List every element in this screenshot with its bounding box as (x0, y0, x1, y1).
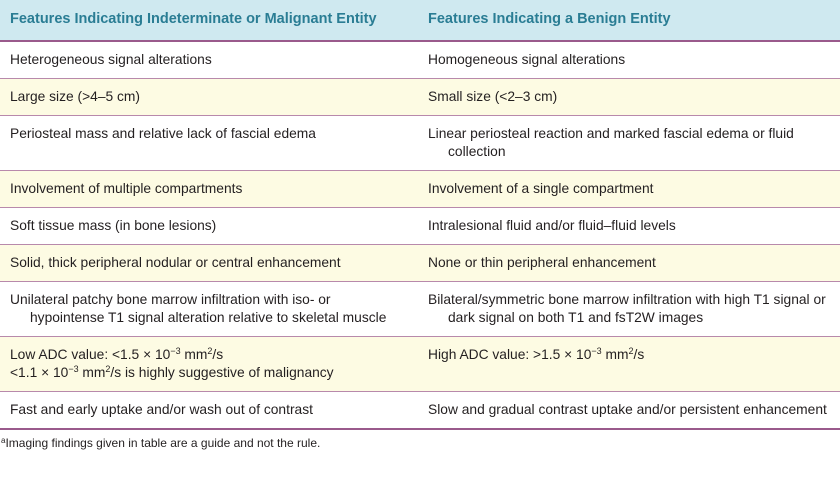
cell-benign (418, 337, 840, 392)
header-row (0, 0, 840, 41)
header-malignant: Features Indicating Indeterminate or Malignant Entity (0, 0, 418, 41)
cell-benign (418, 282, 840, 337)
cell-benign (418, 208, 840, 245)
adc-mal-exp: −3 (68, 364, 79, 374)
cell-benign (418, 171, 840, 208)
cell-text: Solid, thick peripheral nodular or central enhancement (10, 255, 341, 270)
adc-mal-prefix: <1.1 × 10 (10, 365, 69, 380)
cell-text: Homogeneous signal alterations (428, 52, 626, 67)
cell-malignant (0, 245, 418, 282)
adc-high-prefix: High ADC value: >1.5 × 10 (428, 347, 592, 362)
footnote-text: Imaging findings given in table are a guide and not the rule. (5, 436, 321, 450)
adc-low-prefix: Low ADC value: <1.5 × 10 (10, 347, 171, 362)
adc-low-unit: mm (180, 347, 208, 362)
adc-unit-exp: 2 (207, 346, 213, 356)
table-row (0, 116, 840, 171)
cell-text: Heterogeneous signal alterations (10, 52, 212, 67)
adc-unit-exp: 2 (628, 346, 634, 356)
adc-mal-suffix: /s is highly suggestive of malignancy (110, 365, 334, 380)
table-footnote (0, 430, 840, 450)
cell-malignant (0, 171, 418, 208)
cell-text: Soft tissue mass (in bone lesions) (10, 218, 217, 233)
cell-malignant (0, 208, 418, 245)
adc-low-exp: −3 (170, 346, 181, 356)
adc-unit-suffix: /s (212, 347, 224, 362)
adc-high-suffix: /s (633, 347, 645, 362)
cell-benign (418, 116, 840, 171)
header-benign: Features Indicating a Benign Entity (418, 0, 840, 41)
table-row (0, 282, 840, 337)
adc-malignant-line (10, 364, 408, 382)
cell-malignant (0, 41, 418, 79)
cell-benign (418, 392, 840, 430)
cell-malignant (0, 337, 418, 392)
cell-malignant (0, 392, 418, 430)
cell-text: Periosteal mass and relative lack of fascial edema (10, 126, 316, 141)
cell-text: Large size (>4–5 cm) (10, 89, 140, 104)
table-row (0, 392, 840, 430)
adc-high-exp: −3 (591, 346, 602, 356)
cell-text: None or thin peripheral enhancement (428, 255, 656, 270)
cell-text: Involvement of multiple compartments (10, 181, 243, 196)
footnote-marker: a (1, 436, 6, 445)
cell-text: Bilateral/symmetric bone marrow infiltration with high T1 signal or dark signal on both T1 and fsT2W images (428, 292, 826, 325)
adc-low-line (10, 346, 408, 364)
cell-malignant (0, 79, 418, 116)
cell-text: Slow and gradual contrast uptake and/or persistent enhancement (428, 402, 827, 417)
table-row (0, 79, 840, 116)
adc-unit-exp: 2 (105, 364, 111, 374)
cell-text: Unilateral patchy bone marrow infiltration with iso- or hypointense T1 signal alteration relative to skeletal muscle (10, 292, 387, 325)
cell-text: Intralesional fluid and/or fluid–fluid levels (428, 218, 676, 233)
adc-high-line (428, 346, 830, 364)
cell-text: Small size (<2–3 cm) (428, 89, 558, 104)
table-row (0, 208, 840, 245)
cell-malignant (0, 282, 418, 337)
table-row-adc (0, 337, 840, 392)
cell-malignant (0, 116, 418, 171)
adc-high-unit: mm (601, 347, 629, 362)
cell-text: Linear periosteal reaction and marked fascial edema or fluid collection (428, 126, 794, 159)
adc-mal-unit: mm (78, 365, 106, 380)
cell-text: Fast and early uptake and/or wash out of contrast (10, 402, 313, 417)
table-row (0, 41, 840, 79)
cell-text: Involvement of a single compartment (428, 181, 654, 196)
cell-benign (418, 41, 840, 79)
table-row (0, 171, 840, 208)
cell-benign (418, 79, 840, 116)
cell-benign (418, 245, 840, 282)
table-row (0, 245, 840, 282)
